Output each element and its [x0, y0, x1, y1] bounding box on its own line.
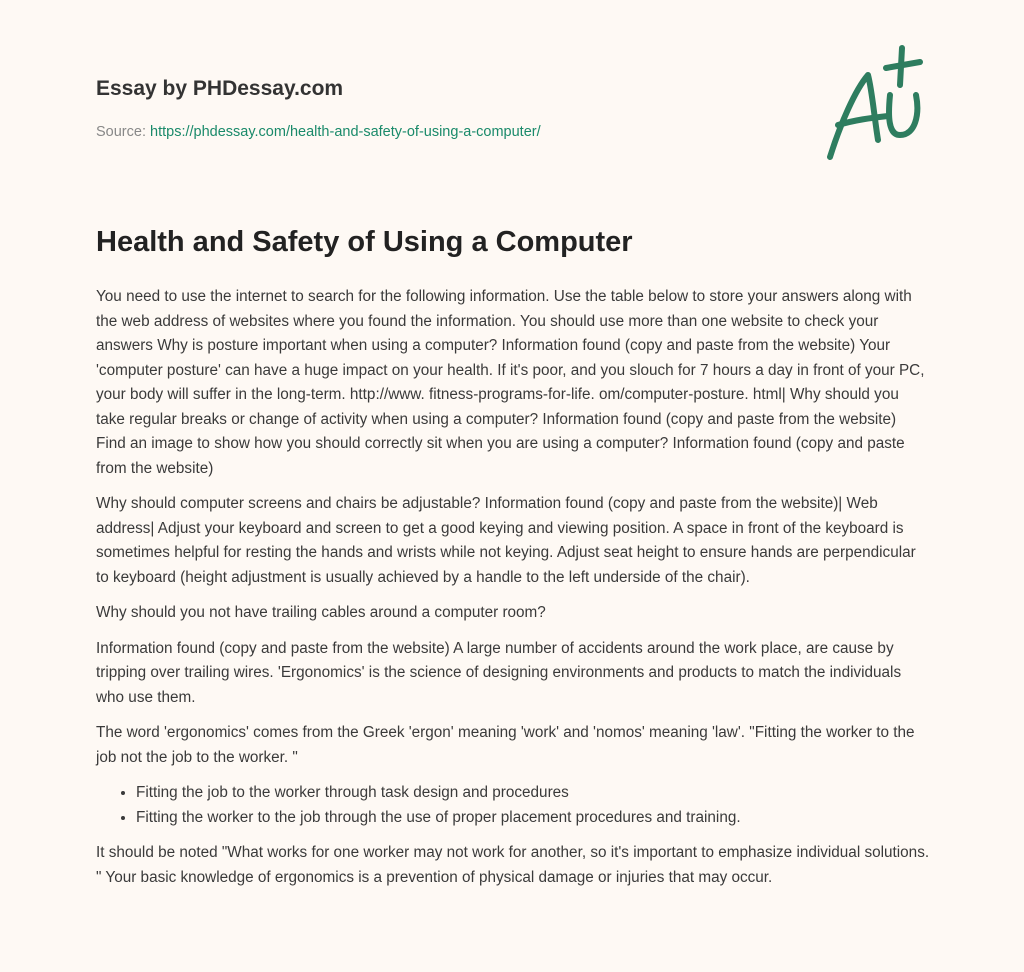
paragraph: The word 'ergonomics' comes from the Greek 'ergon' meaning 'work' and 'nomos' meaning 'law'. "Fitting the worker to the job not the job to the worker. "	[96, 724, 915, 766]
a-plus-logo-icon	[820, 40, 930, 165]
source-label: Source:	[96, 124, 146, 140]
list-item: • Fitting the job to the worker through task design and procedures	[136, 781, 930, 806]
paragraph: You need to use the internet to search for the following information. Use the table below to store your answers along with the web address of websites where you found the information. You should use more than one website to check your answers Why is posture important when using a computer? Information found (copy and paste from the website) Your 'computer posture' can have a huge impact on your health. If it's poor, and you slouch for 7 hours a day in front of your PC, your body will suffer in the long-term. http://www. fitness-programs-for-life. om/computer-posture. html| Why should you take regular breaks or change of activity when using a computer? Information found (copy and paste from the website) Find an image to show how you should correctly sit when you are using a computer? Information found (copy and paste from the website)	[96, 288, 925, 477]
article-body	[96, 285, 930, 901]
article-title: Health and Safety of Using a Computer	[96, 226, 633, 258]
bullet-list	[96, 781, 930, 830]
source-link[interactable]: https://phdessay.com/health-and-safety-of-using-a-computer/	[150, 124, 541, 140]
paragraph: Information found (copy and paste from the website) A large number of accidents around the work place, are cause by tripping over trailing wires. 'Ergonomics' is the science of designing environments and products to match the individuals who use them.	[96, 639, 902, 706]
paragraph: It should be noted "What works for one worker may not work for another, so it's important to emphasize individual solutions. " Your basic knowledge of ergonomics is a prevention of physical damage or injuries that may occur.	[96, 844, 930, 886]
paragraph: Why should computer screens and chairs be adjustable? Information found (copy and paste from the website)| Web address| Adjust your keyboard and screen to get a good keying and viewing position. A space in front of the keyboard is sometimes helpful for resting the hands and wrists while not keying. Adjust seat height to ensure hands are perpendicular to keyboard (height adjustment is usually achieved by a handle to the left underside of the chair).	[96, 495, 916, 586]
list-item: • Fitting the worker to the job through the use of proper placement procedures and training.	[136, 806, 930, 831]
source-line	[96, 124, 541, 140]
paragraph: Why should you not have trailing cables around a computer room?	[96, 604, 546, 621]
brand-title: Essay by PHDessay.com	[96, 77, 344, 100]
